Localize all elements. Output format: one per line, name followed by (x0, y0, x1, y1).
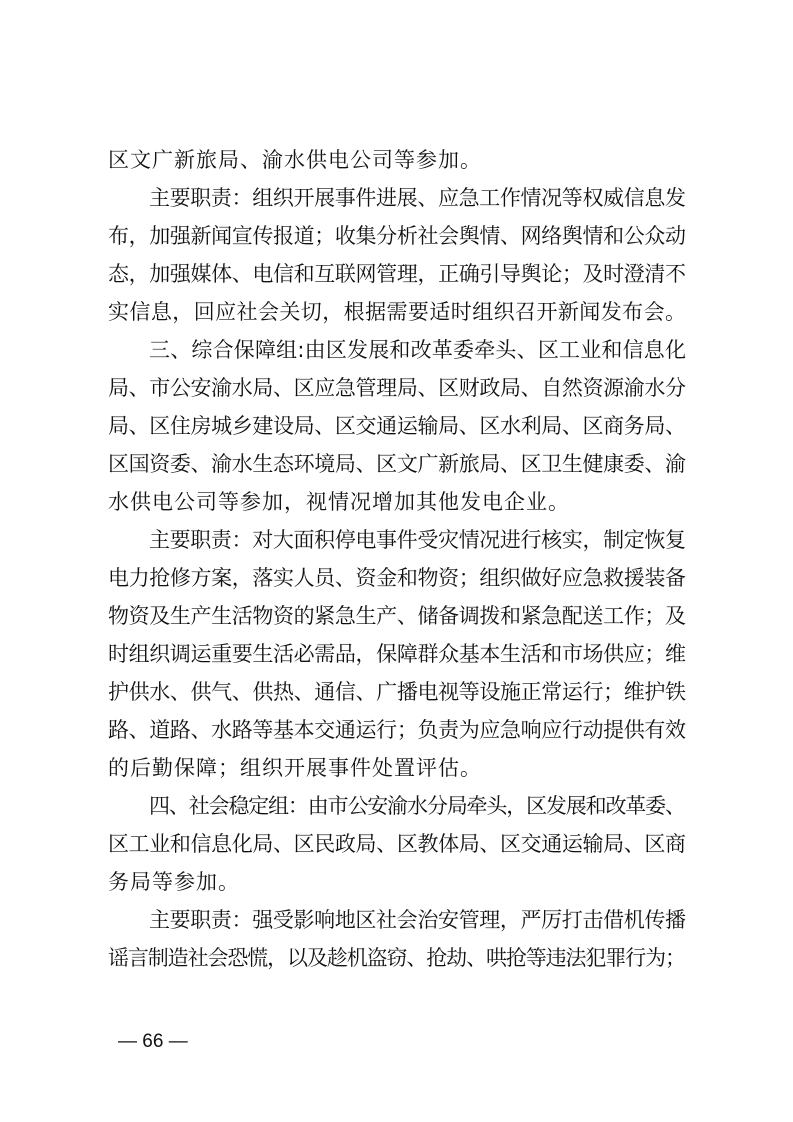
text-line (0, 522, 793, 558)
text-line-content: 局、市公安渝水局、区应急管理局、区财政局、自然资源渝水分 (108, 376, 686, 400)
text-line (0, 408, 793, 444)
text-line (0, 560, 793, 596)
text-line (0, 446, 793, 482)
text-line (0, 902, 793, 938)
text-line-content: 谣言制造社会恐慌，以及趁机盗窃、抢劫、哄抢等违法犯罪行为； (108, 946, 685, 970)
text-line (0, 142, 793, 178)
text-line-content: 局、区住房城乡建设局、区交通运输局、区水利局、区商务局、 (108, 414, 686, 438)
text-line (0, 484, 793, 520)
text-line-content: 区文广新旅局、渝水供电公司等参加。 (108, 148, 482, 172)
text-line (0, 788, 793, 824)
text-line (0, 712, 793, 748)
text-line-content: 三、综合保障组:由区发展和改革委牵头、区工业和信息化 (149, 338, 687, 362)
text-line (0, 750, 793, 786)
text-line-content: 水供电公司等参加，视情况增加其他发电企业。 (108, 490, 570, 514)
text-line-content: 的后勤保障；组织开展事件处置评估。 (108, 756, 482, 780)
text-line-content: 区工业和信息化局、区民政局、区教体局、区交通运输局、区商 (108, 832, 686, 856)
text-line (0, 370, 793, 406)
text-line (0, 636, 793, 672)
text-line-content: 时组织调运重要生活必需品，保障群众基本生活和市场供应；维 (108, 642, 686, 666)
text-line-content: 主要职责：组织开展事件进展、应急工作情况等权威信息发 (149, 186, 686, 210)
text-line-content: 务局等参加。 (108, 870, 240, 894)
text-line (0, 256, 793, 292)
text-line-content: 四、社会稳定组：由市公安渝水分局牵头，区发展和改革委、 (149, 794, 685, 818)
page-number: — 66 — (118, 1031, 188, 1052)
text-line (0, 180, 793, 216)
text-line (0, 332, 793, 368)
text-line-content: 电力抢修方案，落实人员、资金和物资；组织做好应急救援装备 (108, 566, 686, 590)
text-line (0, 864, 793, 900)
text-line-content: 区国资委、渝水生态环境局、区文广新旅局、区卫生健康委、渝 (108, 452, 686, 476)
text-line-content: 物资及生产生活物资的紧急生产、储备调拨和紧急配送工作；及 (108, 604, 686, 628)
text-line-content: 态，加强媒体、电信和互联网管理，正确引导舆论；及时澄清不 (108, 262, 686, 286)
text-line-content: 主要职责：对大面积停电事件受灾情况进行核实，制定恢复 (149, 528, 686, 552)
text-line-content: 主要职责：强受影响地区社会治安管理，严厉打击借机传播 (149, 908, 686, 932)
text-line (0, 940, 793, 976)
text-line-content: 实信息，回应社会关切，根据需要适时组织召开新闻发布会。 (108, 300, 687, 324)
text-line (0, 218, 793, 254)
text-line-content: 布，加强新闻宣传报道；收集分析社会舆情、网络舆情和公众动 (108, 224, 686, 248)
text-line (0, 674, 793, 710)
text-line (0, 826, 793, 862)
text-line (0, 294, 793, 330)
text-line (0, 598, 793, 634)
text-line-content: 路、道路、水路等基本交通运行；负责为应急响应行动提供有效 (108, 718, 686, 742)
text-line-content: 护供水、供气、供热、通信、广播电视等设施正常运行；维护铁 (108, 680, 686, 704)
